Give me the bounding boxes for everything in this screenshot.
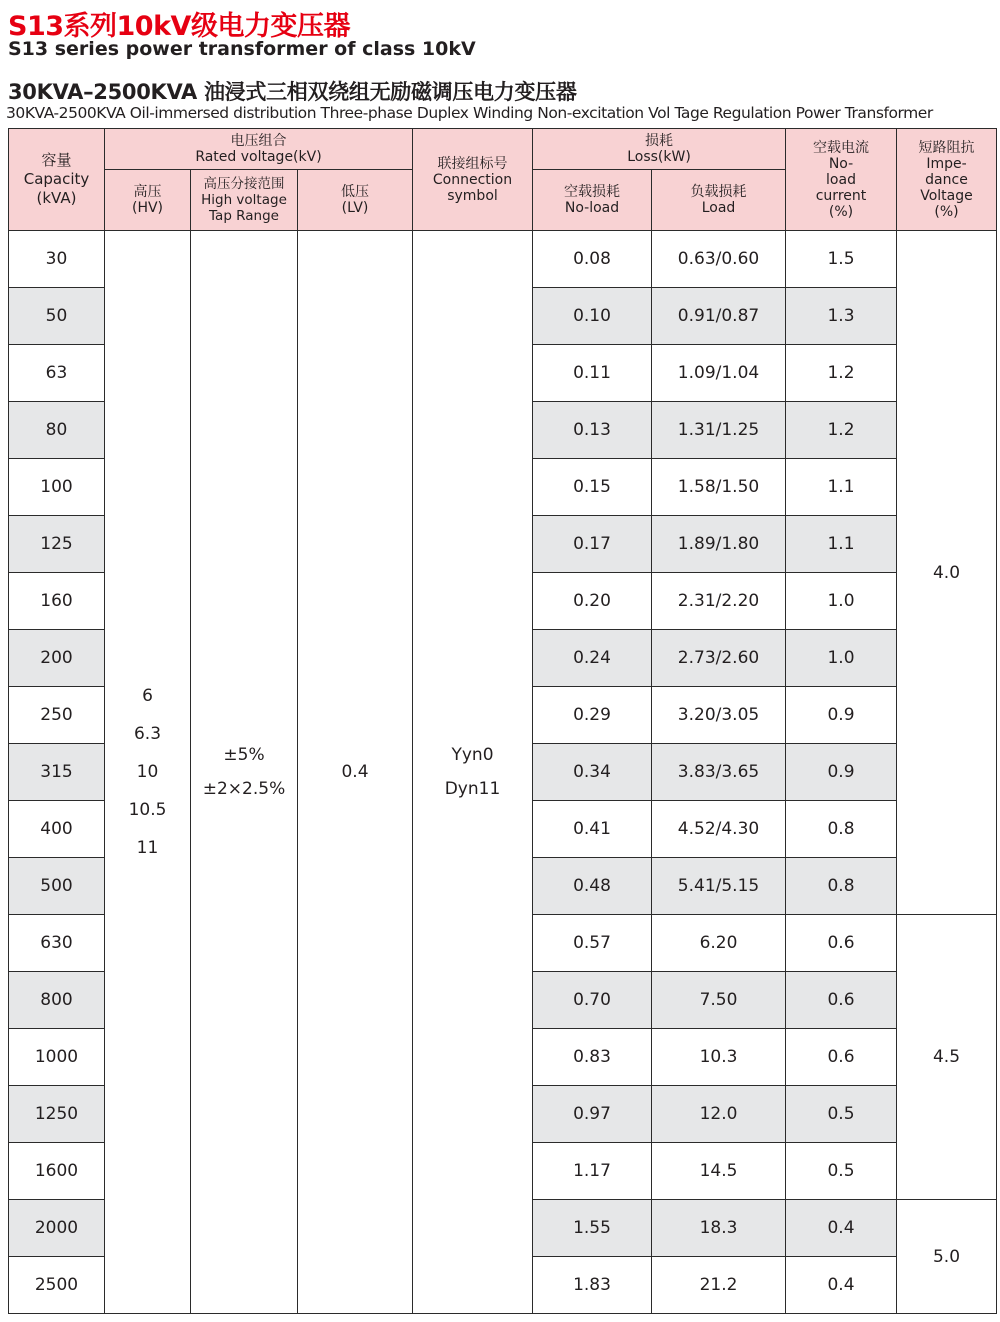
load-loss-cell: 21.2 bbox=[652, 1257, 786, 1314]
capacity-cell: 63 bbox=[9, 345, 105, 402]
load-loss-cell: 4.52/4.30 bbox=[652, 801, 786, 858]
noload-loss-cell: 0.11 bbox=[533, 345, 652, 402]
hv-cell-value: 10 bbox=[136, 762, 159, 782]
load-loss-cell: 1.89/1.80 bbox=[652, 516, 786, 573]
capacity-cell: 315 bbox=[9, 744, 105, 801]
hv-cell-value: 11 bbox=[136, 838, 159, 858]
lv-cell: 0.4 bbox=[298, 231, 413, 1314]
capacity-cell: 1000 bbox=[9, 1029, 105, 1086]
load-loss-cell: 2.73/2.60 bbox=[652, 630, 786, 687]
table-row bbox=[9, 231, 997, 288]
noload-current-cell: 0.4 bbox=[786, 1200, 897, 1257]
capacity-cell: 630 bbox=[9, 915, 105, 972]
title-chinese: S13系列10kV级电力变压器 bbox=[8, 11, 350, 42]
noload-current-cell: 0.5 bbox=[786, 1086, 897, 1143]
tap-range-cell-value: ±5% bbox=[223, 745, 265, 765]
impedance-cell: 4.0 bbox=[897, 231, 997, 915]
capacity-cell: 160 bbox=[9, 573, 105, 630]
noload-loss-cell: 0.70 bbox=[533, 972, 652, 1029]
header-capacity: 容量 Capacity (kVA) bbox=[9, 129, 105, 231]
capacity-cell: 250 bbox=[9, 687, 105, 744]
header-tap-range: 高压分接范围 High voltage Tap Range bbox=[191, 170, 298, 231]
header-noload-current: 空载电流 No- load current (%) bbox=[786, 129, 897, 231]
impedance-cell: 5.0 bbox=[897, 1200, 997, 1314]
noload-loss-cell: 0.57 bbox=[533, 915, 652, 972]
spec-table bbox=[8, 128, 997, 1314]
capacity-cell: 1250 bbox=[9, 1086, 105, 1143]
load-loss-cell: 1.09/1.04 bbox=[652, 345, 786, 402]
header-lv: 低压 (LV) bbox=[298, 170, 413, 231]
load-loss-cell: 3.20/3.05 bbox=[652, 687, 786, 744]
capacity-cell: 50 bbox=[9, 288, 105, 345]
noload-loss-cell: 0.20 bbox=[533, 573, 652, 630]
impedance-cell: 4.5 bbox=[897, 915, 997, 1200]
load-loss-cell: 6.20 bbox=[652, 915, 786, 972]
load-loss-cell: 3.83/3.65 bbox=[652, 744, 786, 801]
noload-loss-cell: 0.41 bbox=[533, 801, 652, 858]
capacity-cell: 100 bbox=[9, 459, 105, 516]
load-loss-cell: 0.91/0.87 bbox=[652, 288, 786, 345]
capacity-cell: 80 bbox=[9, 402, 105, 459]
noload-current-cell: 1.1 bbox=[786, 516, 897, 573]
title-english: S13 series power transformer of class 10kV bbox=[8, 38, 476, 60]
header-loss: 损耗 Loss(kW) bbox=[533, 129, 786, 170]
noload-current-cell: 0.6 bbox=[786, 1029, 897, 1086]
connection-cell-value: Yyn0 bbox=[451, 745, 494, 765]
tap-range-cell-value: ±2×2.5% bbox=[202, 779, 286, 799]
noload-loss-cell: 1.55 bbox=[533, 1200, 652, 1257]
load-loss-cell: 18.3 bbox=[652, 1200, 786, 1257]
load-loss-cell: 1.58/1.50 bbox=[652, 459, 786, 516]
noload-current-cell: 1.2 bbox=[786, 345, 897, 402]
header-impedance: 短路阻抗 Impe- dance Voltage (%) bbox=[897, 129, 997, 231]
noload-loss-cell: 0.34 bbox=[533, 744, 652, 801]
noload-current-cell: 0.5 bbox=[786, 1143, 897, 1200]
noload-current-cell: 0.4 bbox=[786, 1257, 897, 1314]
load-loss-cell: 10.3 bbox=[652, 1029, 786, 1086]
load-loss-cell: 14.5 bbox=[652, 1143, 786, 1200]
noload-current-cell: 1.3 bbox=[786, 288, 897, 345]
capacity-cell: 200 bbox=[9, 630, 105, 687]
header-load-loss: 负载损耗 Load bbox=[652, 170, 786, 231]
capacity-cell: 500 bbox=[9, 858, 105, 915]
noload-current-cell: 1.1 bbox=[786, 459, 897, 516]
header-connection: 联接组标号 Connection symbol bbox=[413, 129, 533, 231]
noload-loss-cell: 1.17 bbox=[533, 1143, 652, 1200]
noload-loss-cell: 0.15 bbox=[533, 459, 652, 516]
noload-loss-cell: 0.13 bbox=[533, 402, 652, 459]
header-noload-loss: 空载损耗 No-load bbox=[533, 170, 652, 231]
tap-range-cell bbox=[191, 231, 298, 1314]
noload-current-cell: 0.9 bbox=[786, 687, 897, 744]
load-loss-cell: 1.31/1.25 bbox=[652, 402, 786, 459]
capacity-cell: 2000 bbox=[9, 1200, 105, 1257]
noload-current-cell: 0.6 bbox=[786, 972, 897, 1029]
noload-current-cell: 0.6 bbox=[786, 915, 897, 972]
header-rated-voltage: 电压组合 Rated voltage(kV) bbox=[105, 129, 413, 170]
capacity-cell: 400 bbox=[9, 801, 105, 858]
load-loss-cell: 0.63/0.60 bbox=[652, 231, 786, 288]
noload-loss-cell: 0.10 bbox=[533, 288, 652, 345]
connection-cell bbox=[413, 231, 533, 1314]
capacity-cell: 1600 bbox=[9, 1143, 105, 1200]
noload-loss-cell: 1.83 bbox=[533, 1257, 652, 1314]
noload-loss-cell: 0.48 bbox=[533, 858, 652, 915]
noload-loss-cell: 0.08 bbox=[533, 231, 652, 288]
capacity-cell: 2500 bbox=[9, 1257, 105, 1314]
capacity-cell: 800 bbox=[9, 972, 105, 1029]
hv-cell bbox=[105, 231, 191, 1314]
noload-loss-cell: 0.97 bbox=[533, 1086, 652, 1143]
connection-cell-value: Dyn11 bbox=[444, 779, 501, 799]
table-body bbox=[9, 231, 997, 1314]
noload-current-cell: 0.8 bbox=[786, 858, 897, 915]
noload-current-cell: 1.2 bbox=[786, 402, 897, 459]
hv-cell-value: 6 bbox=[142, 686, 153, 706]
load-loss-cell: 12.0 bbox=[652, 1086, 786, 1143]
noload-current-cell: 1.0 bbox=[786, 573, 897, 630]
capacity-cell: 125 bbox=[9, 516, 105, 573]
noload-loss-cell: 0.83 bbox=[533, 1029, 652, 1086]
capacity-cell: 30 bbox=[9, 231, 105, 288]
noload-loss-cell: 0.24 bbox=[533, 630, 652, 687]
noload-loss-cell: 0.29 bbox=[533, 687, 652, 744]
hv-cell-value: 10.5 bbox=[128, 800, 167, 820]
load-loss-cell: 5.41/5.15 bbox=[652, 858, 786, 915]
header-hv: 高压 (HV) bbox=[105, 170, 191, 231]
load-loss-cell: 2.31/2.20 bbox=[652, 573, 786, 630]
load-loss-cell: 7.50 bbox=[652, 972, 786, 1029]
subtitle-english: 30KVA-2500KVA Oil-immersed distribution Three-phase Duplex Winding Non-excitation Vol Tage Regulation Power Transformer bbox=[6, 104, 933, 122]
subtitle-chinese: 30KVA–2500KVA 油浸式三相双绕组无励磁调压电力变压器 bbox=[8, 80, 577, 104]
noload-current-cell: 1.0 bbox=[786, 630, 897, 687]
hv-cell-value: 6.3 bbox=[133, 724, 162, 744]
noload-current-cell: 0.9 bbox=[786, 744, 897, 801]
noload-loss-cell: 0.17 bbox=[533, 516, 652, 573]
noload-current-cell: 1.5 bbox=[786, 231, 897, 288]
noload-current-cell: 0.8 bbox=[786, 801, 897, 858]
